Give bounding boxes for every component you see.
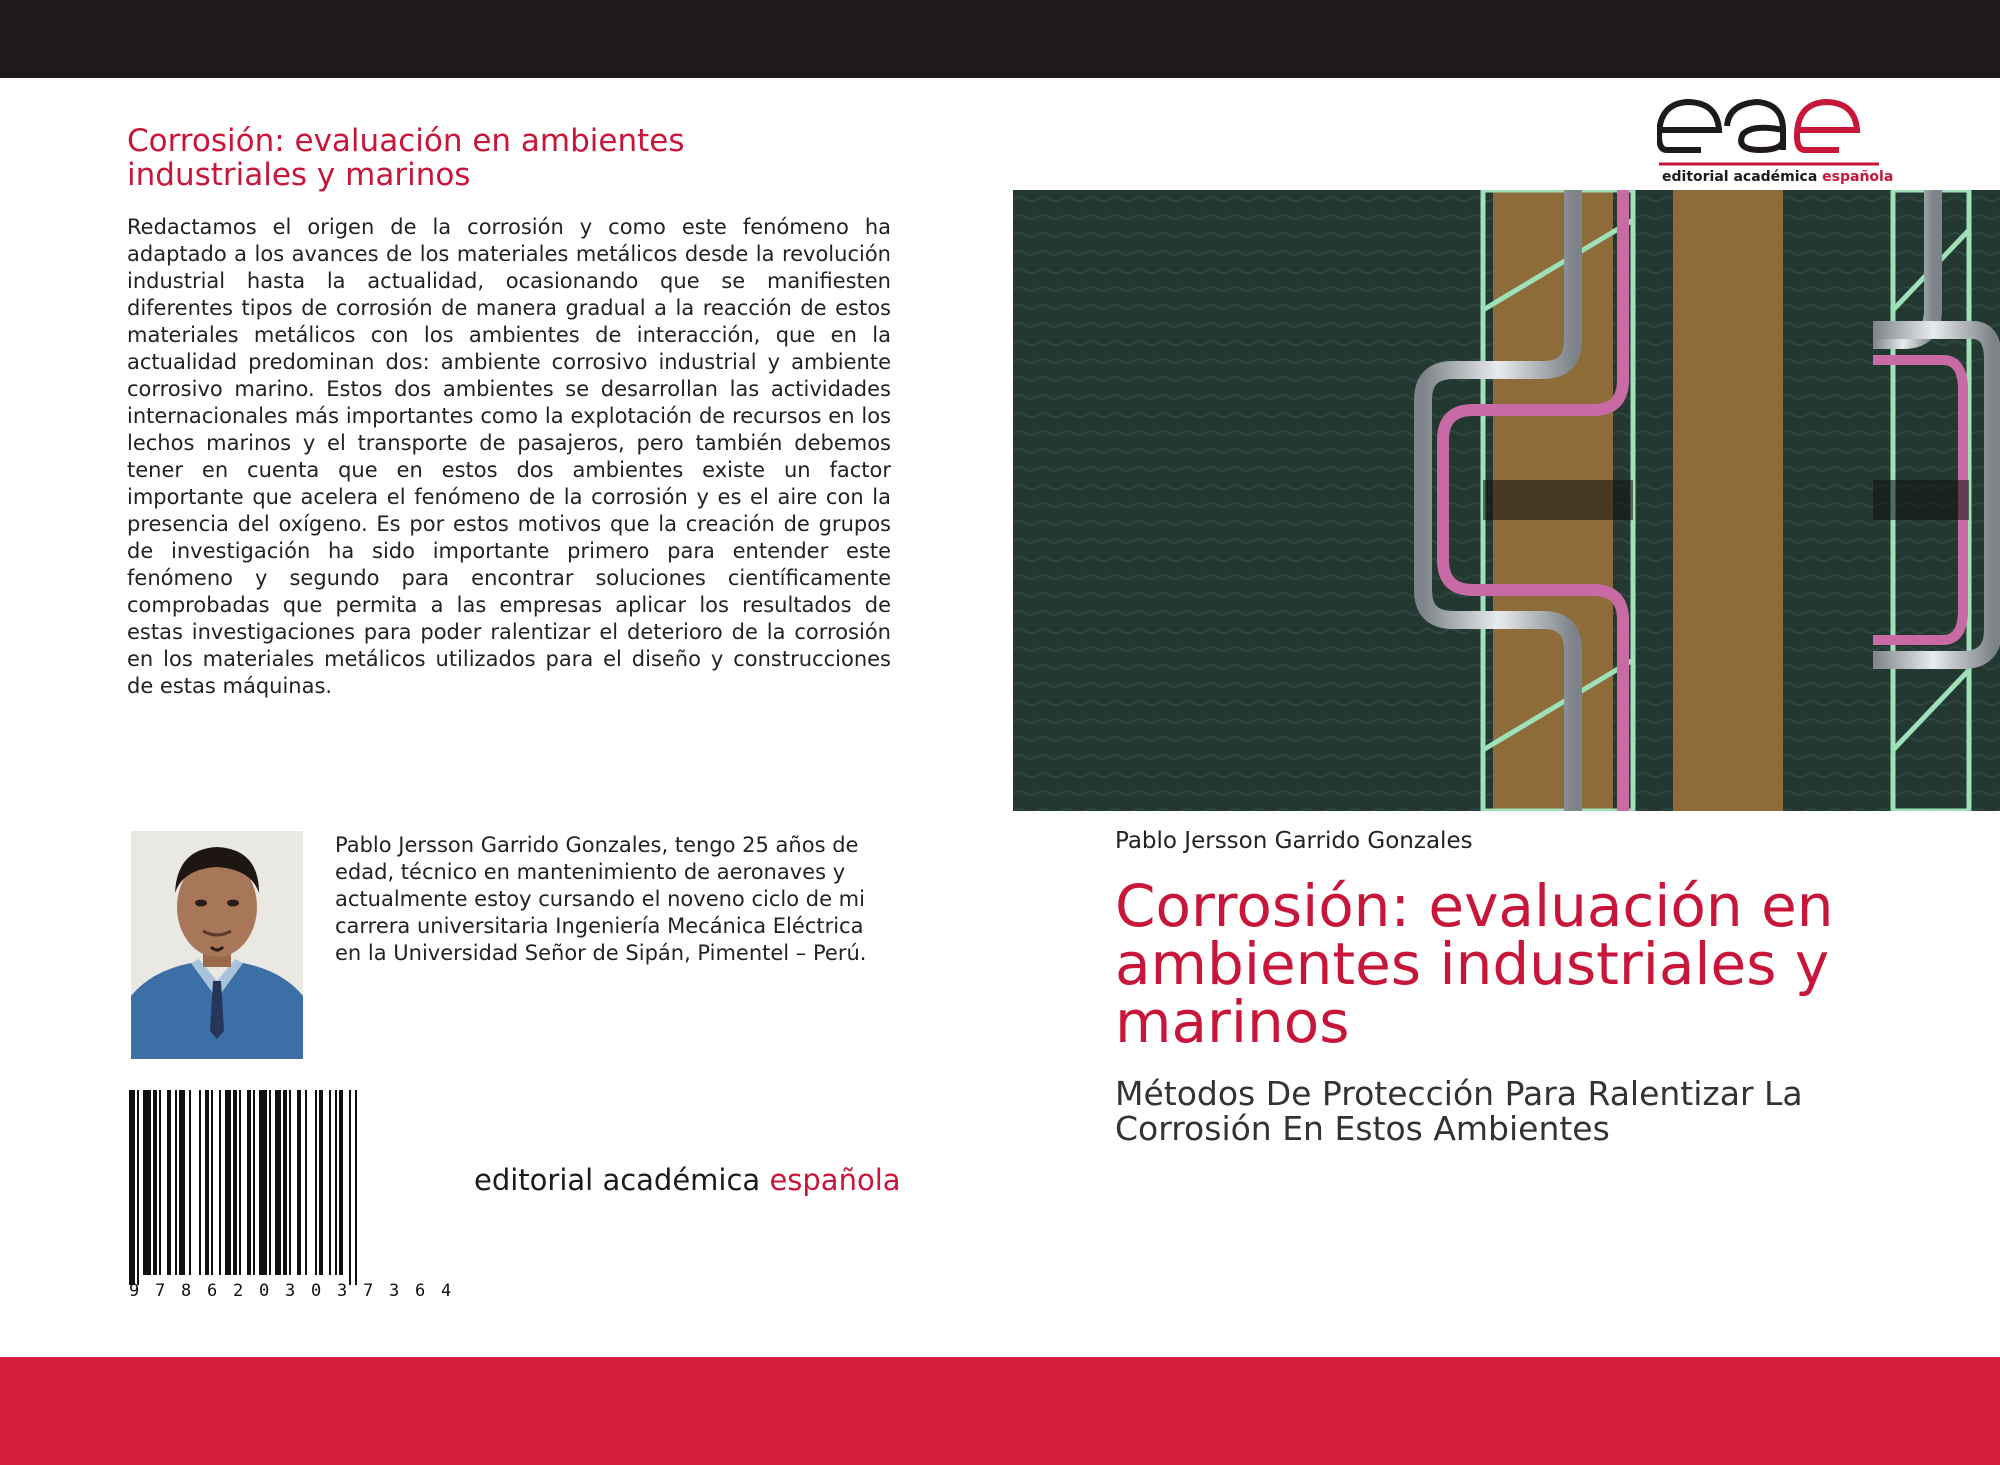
isbn-barcode-icon (127, 1090, 457, 1298)
barcode-digit: 9 (129, 1281, 140, 1298)
barcode-digit: 0 (311, 1281, 322, 1298)
barcode-bar (315, 1090, 317, 1275)
publisher-name-accent: española (769, 1163, 901, 1197)
barcode-digit: 3 (389, 1281, 400, 1298)
barcode-bar (233, 1090, 237, 1275)
author-biography: Pablo Jersson Garrido Gonzales, tengo 25 años de edad, técnico en mantenimiento de aeronaves y actualmente estoy cursando el noveno ciclo de mi carrera universitaria Ingeniería Mecánica Eléctrica en la Universidad Señor de Sipán, Pimentel – Perú. (335, 833, 867, 965)
barcode-bar (219, 1090, 221, 1275)
barcode-bar (143, 1090, 151, 1275)
barcode-bar (269, 1090, 271, 1275)
barcode-bar (239, 1090, 241, 1275)
barcode-bar (247, 1090, 251, 1275)
barcode-bar (175, 1090, 177, 1275)
barcode-bar (179, 1090, 185, 1275)
barcode-digit: 7 (363, 1281, 374, 1298)
barcode-bar (297, 1090, 301, 1275)
barcode-bar (167, 1090, 171, 1275)
barcode-bar (205, 1090, 209, 1275)
author-portrait-icon (131, 831, 303, 1059)
barcode-digit: 6 (415, 1281, 426, 1298)
logo-caption-accent: española (1822, 169, 1894, 185)
eae-logo-icon (1657, 96, 1894, 188)
front-cover-subtitle: Métodos De Protección Para Ralentizar La Corrosión En Estos Ambientes (1115, 1074, 1803, 1148)
back-publisher-name (474, 1163, 901, 1197)
barcode-bar (289, 1090, 291, 1275)
barcode-digit: 6 (207, 1281, 218, 1298)
front-cover-title: Corrosión: evaluación en ambientes industriales y marinos (1115, 872, 1834, 1056)
top-bar (0, 0, 2000, 78)
barcode-bar (283, 1090, 287, 1275)
barcode-bar (319, 1090, 323, 1275)
barcode-bar (189, 1090, 191, 1275)
barcode-bar (335, 1090, 337, 1275)
barcode-bar (225, 1090, 231, 1275)
barcode-bar (259, 1090, 267, 1275)
logo-caption (1662, 169, 1893, 185)
barcode-digit: 0 (259, 1281, 270, 1298)
barcode-bar (349, 1090, 351, 1285)
barcode-bar (211, 1090, 213, 1275)
back-cover-blurb: Redactamos el origen de la corrosión y como este fenómeno ha adaptado a los avances de los materiales metálicos desde la revolución industrial hasta la actualidad, ocasionando que se manifiesten diferentes tipos de corrosión de manera gradual a la reacción de estos materiales metálicos con los ambientes de interacción, que en la actualidad predominan dos: ambiente corrosivo industrial y ambiente corrosivo marino. Estos dos ambientes se desarrollan las actividades internacionales más importantes como la explotación de recursos en los lechos marinos y el transporte de pasajeros, pero también debemos tener en cuenta que en estos dos ambientes existe un factor importante que acelera el fenómeno de la corrosión y es el aire con la presencia del oxígeno. Es por estos motivos que la creación de grupos de investigación ha sido importante primero para entender este fenómeno y segundo para encontrar soluciones científicamente comprobadas que permita a las empresas aplicar los resultados de estas investigaciones para poder ralentizar el deterioro de la corrosión en los materiales metálicos utilizados para el diseño y construcciones de estas máquinas. (127, 215, 891, 698)
barcode-bar (339, 1090, 343, 1275)
barcode-bar (275, 1090, 281, 1275)
barcode-bar (129, 1090, 135, 1285)
barcode-digit: 3 (285, 1281, 296, 1298)
barcode-digit: 3 (337, 1281, 348, 1298)
logo-caption-main: editorial académica (1662, 169, 1818, 185)
barcode-bar (137, 1090, 139, 1285)
barcode-digit: 4 (441, 1281, 452, 1298)
barcode-bar (355, 1090, 357, 1285)
barcode-bar (305, 1090, 307, 1275)
bottom-bar (0, 1357, 2000, 1465)
publisher-name-main: editorial académica (474, 1163, 761, 1197)
barcode-digit: 8 (181, 1281, 192, 1298)
barcode-bar (153, 1090, 157, 1275)
barcode-bar (253, 1090, 255, 1275)
back-cover-title: Corrosión: evaluación en ambientes industriales y marinos (127, 123, 685, 193)
barcode-digit: 2 (233, 1281, 244, 1298)
barcode-bar (199, 1090, 201, 1275)
industrial-pipes-over-sea-image (1013, 190, 2000, 811)
barcode-bar (329, 1090, 331, 1275)
barcode-digit: 7 (155, 1281, 166, 1298)
barcode-bar (159, 1090, 161, 1275)
front-cover-author: Pablo Jersson Garrido Gonzales (1115, 828, 1473, 854)
